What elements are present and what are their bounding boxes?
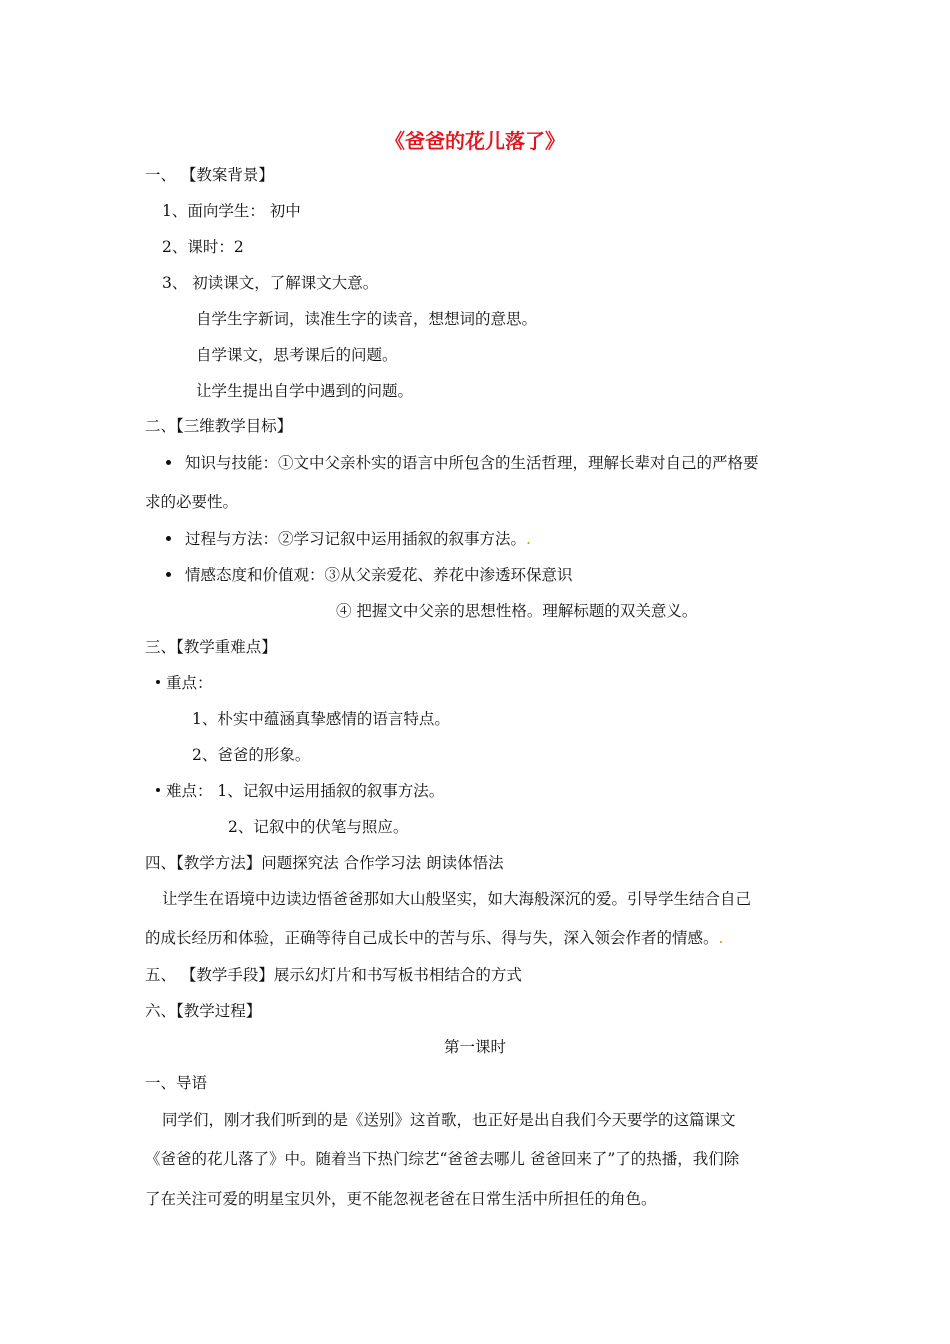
goal-knowledge-text: 知识与技能：①文中父亲朴实的语言中所包含的生活哲理，理解长辈对自己的严格要	[185, 454, 759, 472]
method-paragraph-line-1: 让学生在语境中边读边悟爸爸那如大山般坚实，如大海般深沉的爱。引导学生结合自己	[162, 890, 752, 908]
section-3-heading: 三、【教学重难点】	[145, 638, 277, 656]
lesson-label: 第一课时	[443, 1038, 506, 1056]
section-6-heading: 六、【教学过程】	[145, 1002, 262, 1020]
document-title: 《爸爸的花儿落了》	[385, 129, 565, 153]
section-1-heading: 一、 【教案背景】	[145, 166, 274, 184]
bullet-icon	[166, 572, 171, 577]
goal-process	[166, 529, 531, 549]
goal-emotion	[166, 565, 573, 585]
background-subitem-2: 自学课文，思考课后的问题。	[196, 346, 398, 364]
intro-paragraph-line-2: 《爸爸的花儿落了》中。随着当下热门综艺“爸爸去哪儿 爸爸回来了”了的热播，我们除	[145, 1150, 740, 1168]
method-paragraph-line-2	[145, 928, 723, 948]
intro-paragraph-line-3: 了在关注可爱的明星宝贝外，更不能忽视老爸在日常生活中所担任的角色。	[145, 1190, 657, 1208]
key-points-label	[156, 673, 213, 693]
goal-emotion-text: 情感态度和价值观：③从父亲爱花、养花中渗透环保意识	[185, 566, 573, 584]
key-point-2: 2、爸爸的形象。	[192, 746, 311, 764]
bullet-icon	[166, 460, 171, 465]
background-subitem-3: 让学生提出自学中遇到的问题。	[196, 382, 414, 400]
section-4-heading: 四、【教学方法】问题探究法 合作学习法 朗读体悟法	[145, 854, 504, 872]
difficult-point-1: 难点： 1、记叙中运用插叙的叙事方法。	[166, 782, 445, 800]
key-points-label-text: 重点：	[166, 674, 213, 692]
key-point-1: 1、朴实中蕴涵真挚感情的语言特点。	[192, 710, 450, 728]
intro-paragraph-line-1: 同学们，刚才我们听到的是《送别》这首歌，也正好是出自我们今天要学的这篇课文	[162, 1111, 736, 1129]
intro-heading: 一、导语	[145, 1074, 208, 1092]
goal-process-text: 过程与方法：②学习记叙中运用插叙的叙事方法。	[185, 530, 527, 548]
bullet-icon	[156, 788, 160, 792]
method-paragraph-line-2-text: 的成长经历和体验，正确等待自己成长中的苦与乐、得与失，深入领会作者的情感。	[145, 929, 719, 947]
background-item-3: 3、 初读课文，了解课文大意。	[162, 274, 379, 292]
difficult-points-label	[156, 781, 444, 801]
goal-knowledge-continued: 求的必要性。	[145, 493, 239, 511]
goal-knowledge	[166, 453, 759, 473]
bullet-icon	[156, 680, 160, 684]
background-subitem-1: 自学生字新词，读准生字的读音，想想词的意思。	[196, 310, 538, 328]
difficult-point-2: 2、记叙中的伏笔与照应。	[228, 818, 409, 836]
bullet-icon	[166, 536, 171, 541]
section-5-heading: 五、 【教学手段】展示幻灯片和书写板书相结合的方式	[145, 966, 522, 984]
goal-process-mark: .	[526, 530, 531, 548]
method-paragraph-mark: .	[718, 929, 724, 947]
background-item-2: 2、课时：2	[162, 238, 244, 256]
background-item-1: 1、面向学生： 初中	[162, 202, 301, 220]
goal-emotion-continued: ④ 把握文中父亲的思想性格。理解标题的双关意义。	[336, 602, 698, 620]
section-2-heading: 二、【三维教学目标】	[145, 417, 293, 435]
